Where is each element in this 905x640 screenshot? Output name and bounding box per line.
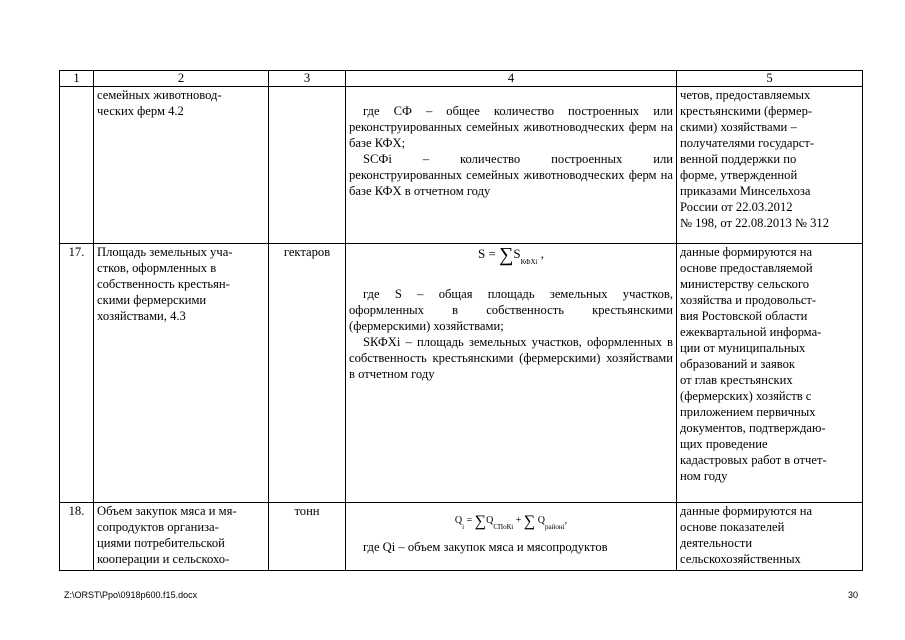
header-cell: 2 (94, 71, 269, 87)
indicator-name: Площадь земельных уча- стков, оформленных в собственность крестьян- скими фермерскими хозяйствами, 4.3 (94, 244, 269, 503)
method-cell (346, 244, 677, 503)
method-cell (346, 87, 677, 244)
table-row (60, 87, 863, 244)
description-paragraph: SКФХi – площадь земельных участков, оформленных в собственность крестьянскими (фермерскими) хозяйствами в отчетном году (349, 335, 673, 381)
formula: $S = \sum S_{КФХi}$ , (478, 244, 544, 266)
description-paragraph: где Qi – объем закупок мяса и мясопродуктов (363, 540, 608, 554)
description-paragraph: SСФi – количество построенных или реконструированных семейных животноводческих ферм на базе КФХ в отчетном году (349, 152, 673, 198)
indicator-name: Объем закупок мяса и мя- сопродуктов организа- циями потребительской кооперации и сельскохо- (94, 503, 269, 571)
header-row (60, 71, 863, 87)
description-paragraph: где СФ – общее количество построенных или реконструированных семейных животноводческих ферм на базе КФХ; (349, 104, 673, 150)
unit-cell: гектаров (269, 244, 346, 503)
source-cell: четов, предоставляемых крестьянскими (фермер- скими) хозяйствами – получателями государст- венной поддержки по форме, утвержденной приказами Минсельхоза России от 22.03.2012 № 198, от 22.08.2013 № 312 (677, 87, 863, 244)
header-cell: 5 (677, 71, 863, 87)
method-cell (346, 503, 677, 571)
file-path: Z:\ORST\Ppo\0918p600.f15.docx (64, 590, 198, 600)
unit-cell: тонн (269, 503, 346, 571)
source-cell: данные формируются на основе предоставляемой министерству сельского хозяйства и продовольст- вия Ростовской области ежеквартальной информа- ции от муниципальных образований и заявок от глав крестьянских (фермерских) хозяйств с приложением первичных документов, подтверждаю- щих проведение кадастровых работ в отчет- ном году (677, 244, 863, 503)
indicator-table (59, 70, 863, 571)
row-number: 17. (60, 244, 94, 503)
page-number: 30 (847, 590, 858, 600)
row-number: 18. (60, 503, 94, 571)
unit-cell (269, 87, 346, 244)
header-cell: 3 (269, 71, 346, 87)
header-cell: 1 (60, 71, 94, 87)
table-row (60, 244, 863, 503)
description-paragraph: где S – общая площадь земельных участков, оформленных в собственность крестьянскими (фермерскими) хозяйствами; (349, 287, 673, 333)
row-number (60, 87, 94, 244)
formula: $Q_i = \sum Q_{СПоКi}$ + ∑ $Q_{районi}$, (454, 513, 568, 531)
indicator-name: семейных животновод- ческих ферм 4.2 (94, 87, 269, 244)
source-cell: данные формируются на основе показателей деятельности сельскохозяйственных (677, 503, 863, 571)
header-cell: 4 (346, 71, 677, 87)
table-row (60, 503, 863, 571)
